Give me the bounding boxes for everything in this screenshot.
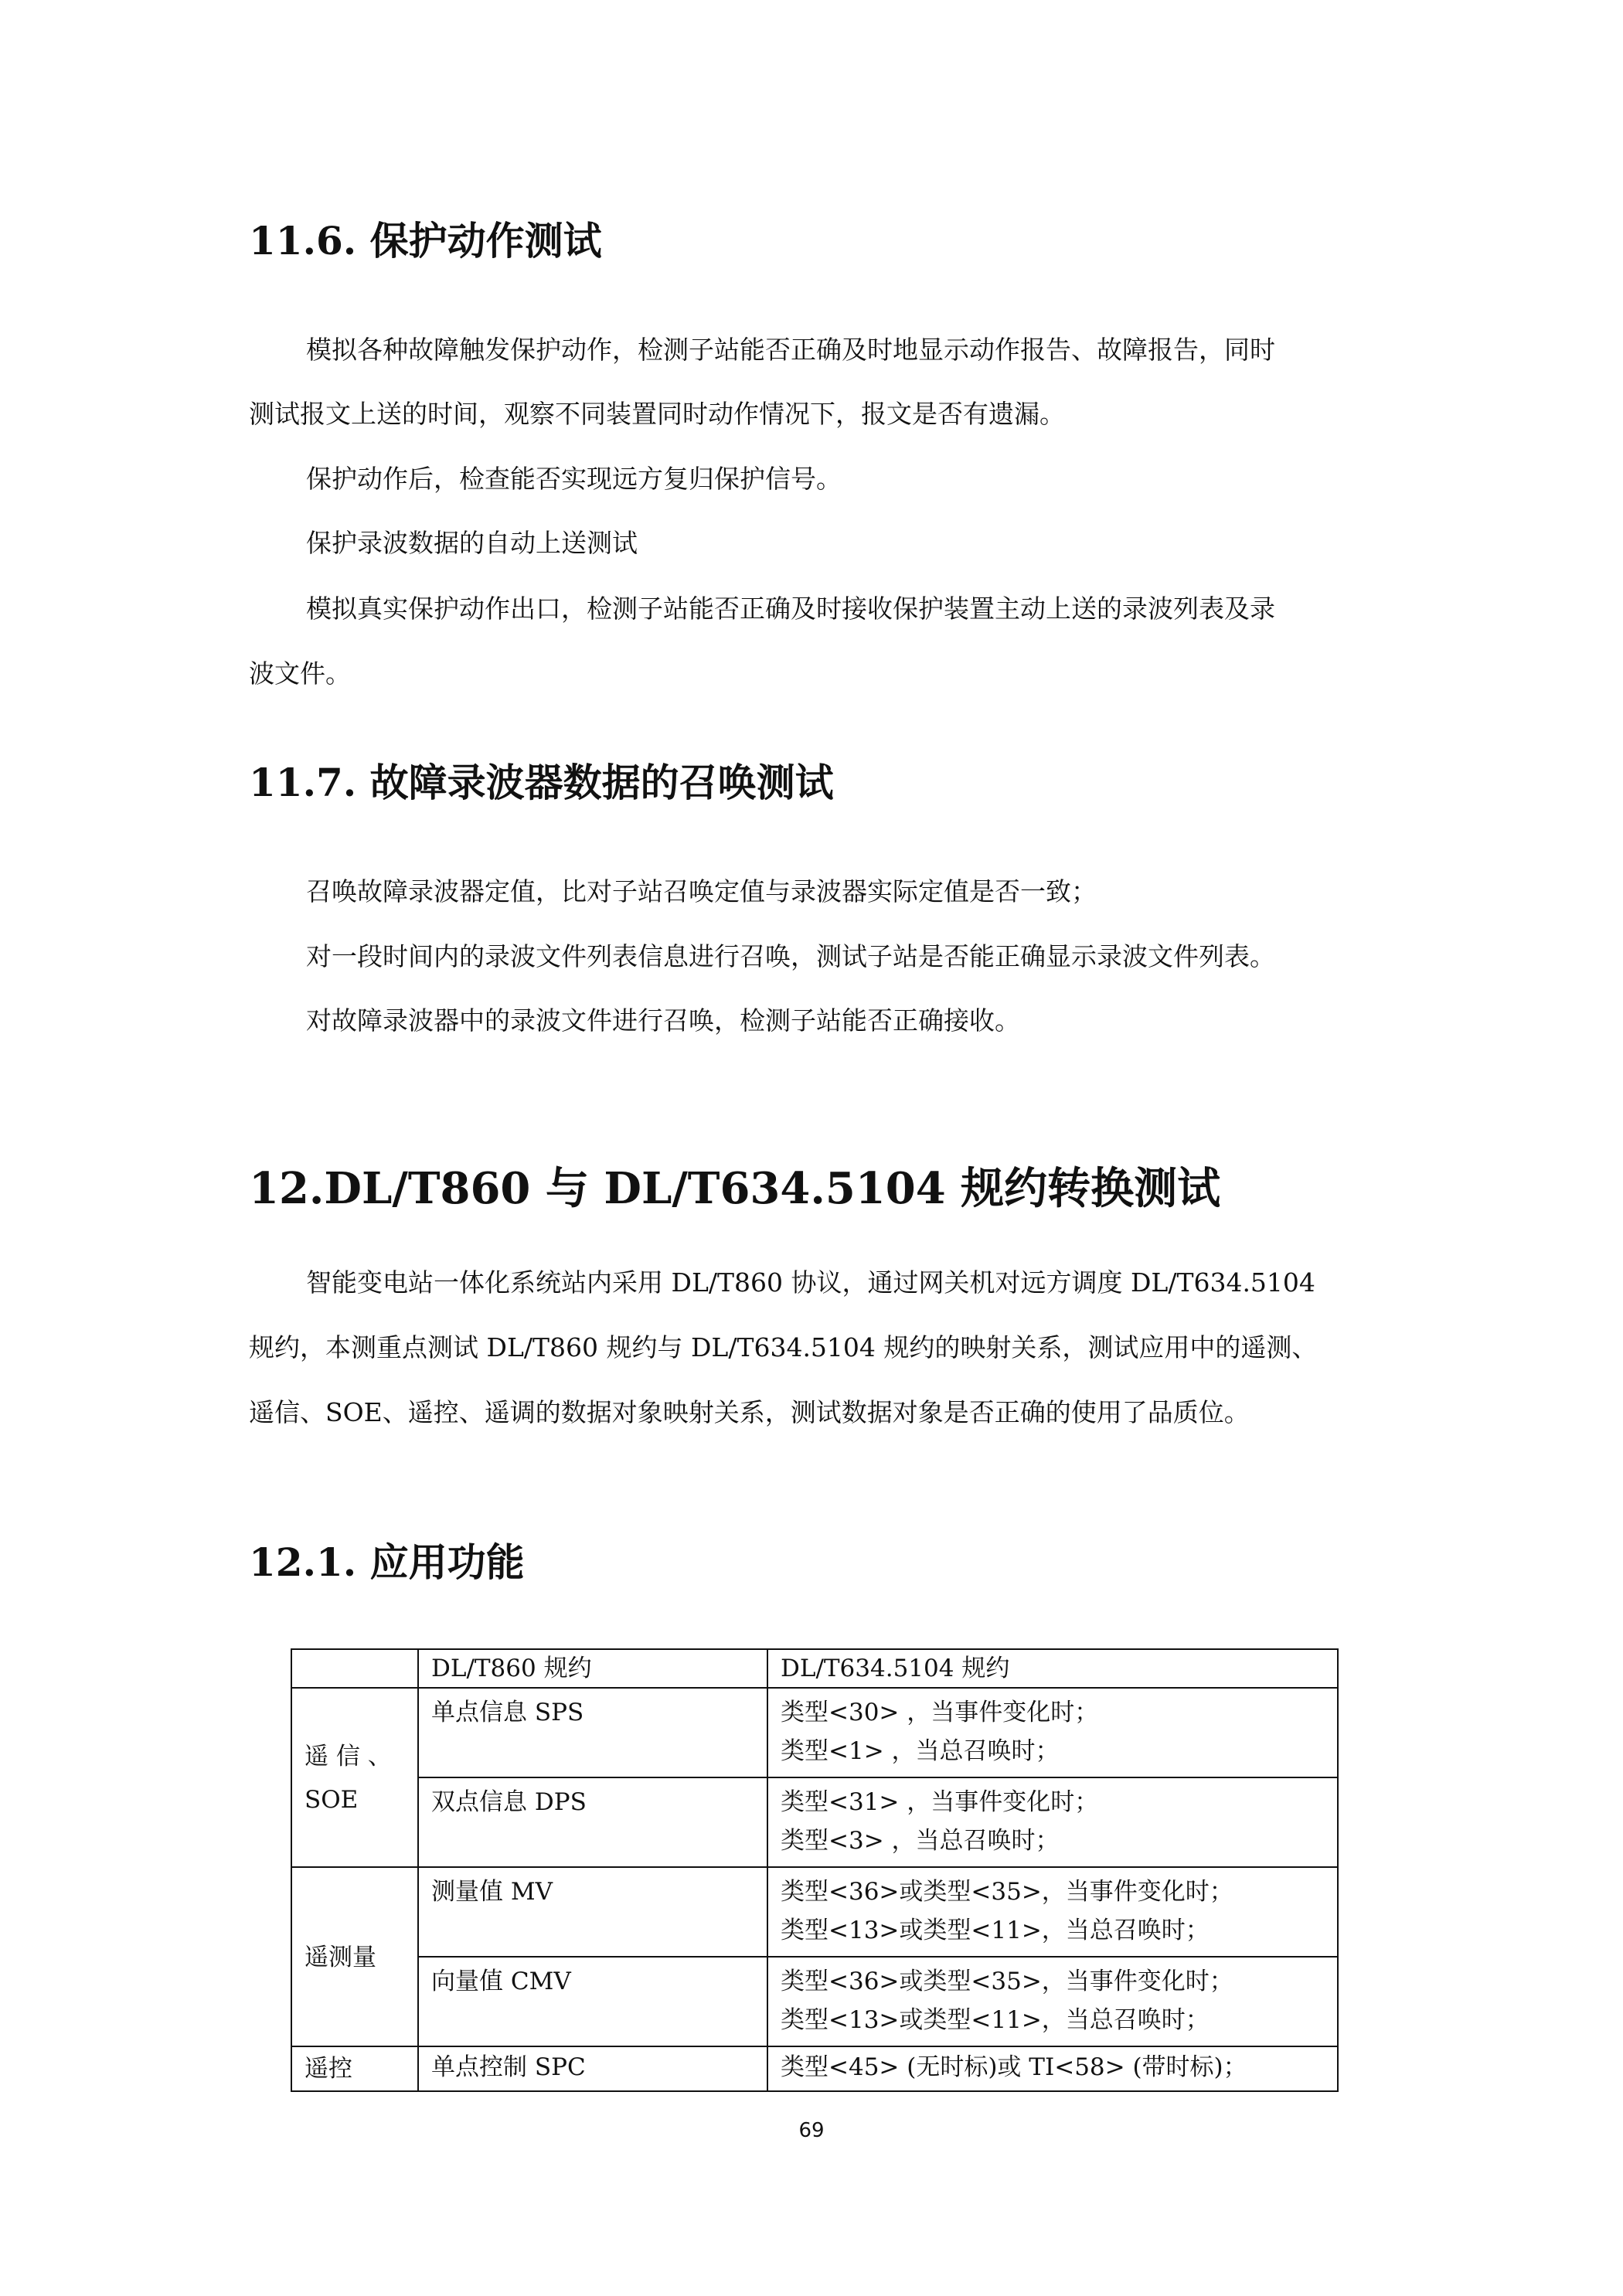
paragraph-line: 波文件。 — [249, 658, 351, 689]
table-row — [291, 1867, 1338, 1957]
mapping-cell — [767, 1867, 1338, 1957]
item-cell: 向量值 CMV — [418, 1957, 767, 2046]
mapping-line: 类型<36>或类型<35>，当事件变化时； — [781, 1878, 1233, 1906]
item-cell: 单点信息 SPS — [418, 1688, 767, 1777]
item-cell: 测量值 MV — [418, 1867, 767, 1957]
table-row — [291, 1688, 1338, 1777]
table-header-cell: DL/T860 规约 — [418, 1649, 767, 1688]
table-header-cell: DL/T634.5104 规约 — [767, 1649, 1338, 1688]
category-cell: 遥控 — [291, 2046, 418, 2091]
paragraph-line: 测试报文上送的时间，观察不同装置同时动作情况下，报文是否有遗漏。 — [249, 399, 1065, 429]
paragraph-line: 对一段时间内的录波文件列表信息进行召唤，测试子站是否能正确显示录波文件列表。 — [306, 941, 1275, 971]
paragraph-line: 模拟真实保护动作出口，检测子站能否正确及时接收保护装置主动上送的录波列表及录 — [306, 594, 1275, 624]
item-cell: 双点信息 DPS — [418, 1777, 767, 1867]
paragraph-line: 召唤故障录波器定值，比对子站召唤定值与录波器实际定值是否一致； — [306, 876, 1097, 906]
section-heading-12-1: 12.1. 应用功能 — [249, 1539, 525, 1585]
paragraph-line: 保护动作后，检查能否实现远方复归保护信号。 — [306, 464, 842, 494]
table-row — [291, 1777, 1338, 1867]
mapping-line: 类型<3> ，当总召唤时； — [781, 1827, 1060, 1855]
mapping-line: 类型<45> (无时标)或 TI<58> (带时标)； — [781, 2053, 1247, 2081]
section-heading-11-7: 11.7. 故障录波器数据的召唤测试 — [249, 760, 834, 805]
section-heading-11-6: 11.6. 保护动作测试 — [249, 218, 602, 264]
mapping-line: 类型<31> ，当事件变化时； — [781, 1788, 1099, 1816]
mapping-line: 类型<30> ，当事件变化时； — [781, 1699, 1099, 1726]
mapping-line: 类型<1> ，当总召唤时； — [781, 1737, 1060, 1765]
category-cell: 遥 信 、 SOE — [291, 1688, 418, 1867]
mapping-cell — [767, 1777, 1338, 1867]
paragraph-line: 规约，本测重点测试 DL/T860 规约与 DL/T634.5104 规约的映射关系，测试应用中的遥测、 — [249, 1332, 1318, 1362]
paragraph-line: 智能变电站一体化系统站内采用 DL/T860 协议，通过网关机对远方调度 DL/T634.5104 — [306, 1267, 1315, 1298]
paragraph-line: 模拟各种故障触发保护动作，检测子站能否正确及时地显示动作报告、故障报告，同时 — [306, 335, 1275, 365]
paragraph-line: 保护录波数据的自动上送测试 — [306, 528, 638, 558]
mapping-line: 类型<13>或类型<11>，当总召唤时； — [781, 1917, 1210, 1944]
mapping-cell — [767, 1957, 1338, 2046]
mapping-cell — [767, 2046, 1338, 2091]
table-row — [291, 1957, 1338, 2046]
mapping-line: 类型<13>或类型<11>，当总召唤时； — [781, 2006, 1210, 2034]
mapping-cell — [767, 1688, 1338, 1777]
table-header-cell — [291, 1649, 418, 1688]
category-cell: 遥测量 — [291, 1867, 418, 2046]
page-number: 69 — [798, 2119, 825, 2142]
mapping-line: 类型<36>或类型<35>，当事件变化时； — [781, 1968, 1233, 1995]
paragraph-line: 对故障录波器中的录波文件进行召唤，检测子站能否正确接收。 — [306, 1005, 1020, 1036]
protocol-mapping-table — [291, 1648, 1339, 2092]
item-cell: 单点控制 SPC — [418, 2046, 767, 2091]
paragraph-line: 遥信、SOE、遥控、遥调的数据对象映射关系，测试数据对象是否正确的使用了品质位。 — [249, 1397, 1250, 1427]
table-header-row — [291, 1649, 1338, 1688]
table-row — [291, 2046, 1338, 2091]
section-heading-12: 12.DL/T860 与 DL/T634.5104 规约转换测试 — [249, 1163, 1221, 1214]
